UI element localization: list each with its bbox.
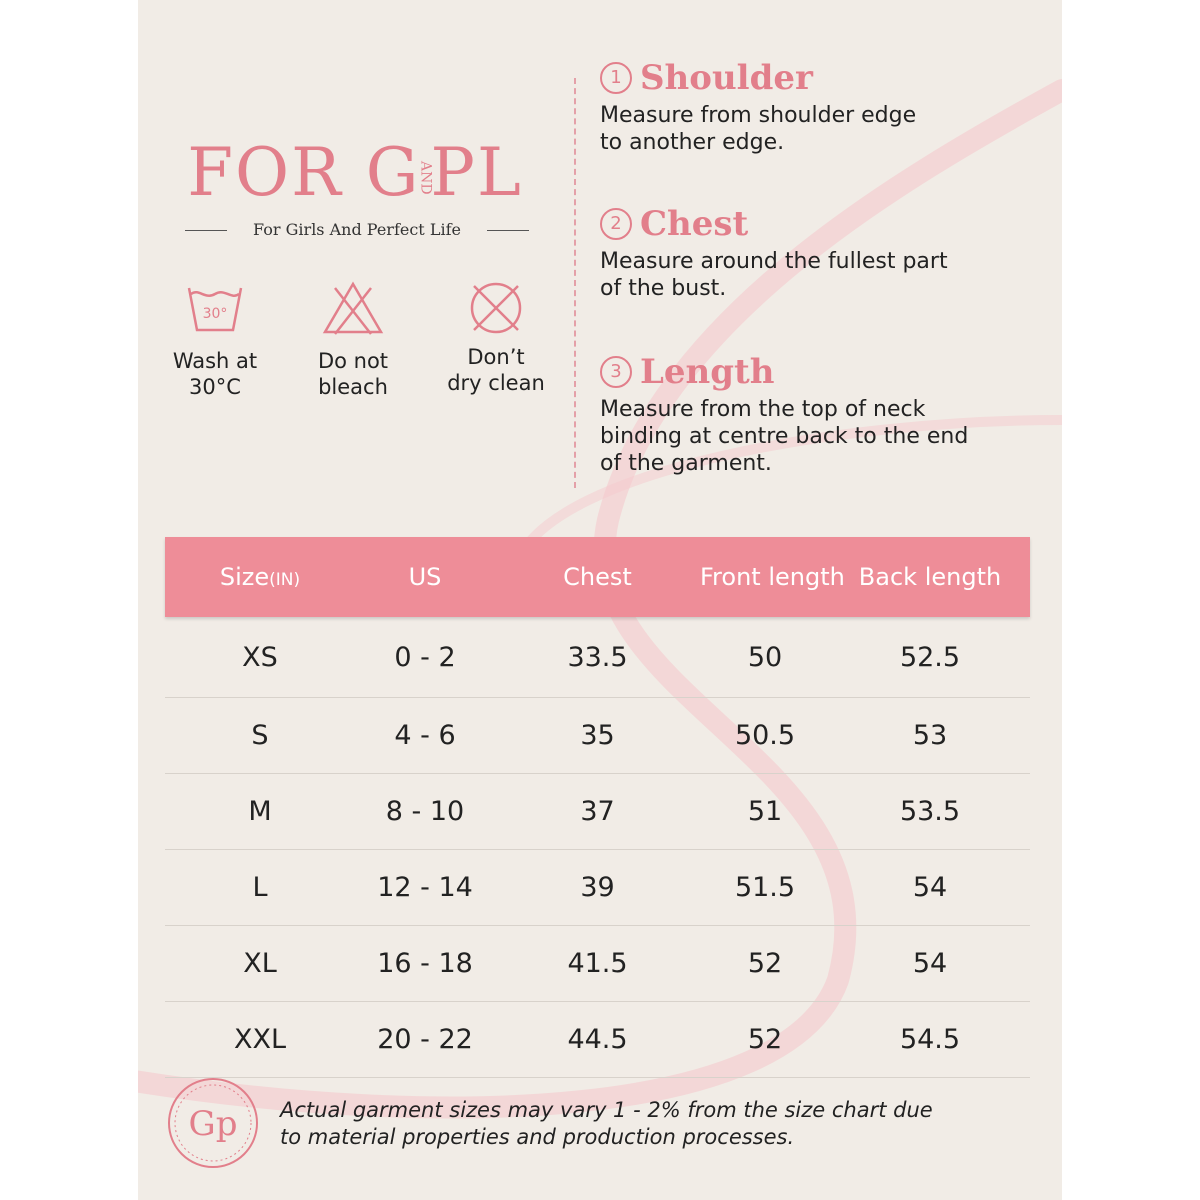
cell-us: 16 - 18 (377, 948, 473, 979)
cell-front-length: 52 (747, 948, 783, 979)
brand-name-and: AND (417, 161, 434, 195)
size-table (165, 537, 1030, 1078)
cell-size: XXL (233, 1024, 287, 1055)
cell-chest: 37 (580, 796, 615, 827)
cell-back-length: 53.5 (899, 796, 961, 827)
cell-size: XS (242, 641, 278, 673)
wash-30-icon (185, 280, 245, 336)
care-item-dry-clean (431, 280, 561, 396)
header-us: US (408, 563, 442, 591)
brand-seal-icon (165, 1075, 261, 1171)
care-item-wash (150, 280, 280, 400)
guide-length (600, 352, 1040, 477)
size-disclaimer: Actual garment sizes may vary 1 - 2% from the size chart due to material properties and production processes. (280, 1098, 933, 1149)
cell-size: L (252, 872, 268, 903)
brand-logo (175, 134, 535, 211)
brand-name-right: PL (430, 134, 523, 211)
table-row (165, 617, 1030, 698)
brand-name-left: FOR G (187, 134, 421, 211)
seal-monogram: Gp (188, 1104, 238, 1144)
table-row (165, 698, 1030, 774)
care-label-wash: Wash at 30°C (172, 349, 258, 399)
cell-size: XL (243, 948, 277, 979)
care-label-dry-clean: Don’t dry clean (447, 345, 545, 395)
cell-us: 12 - 14 (377, 872, 473, 903)
guide-title: Length (640, 352, 775, 392)
cell-front-length: 51.5 (734, 872, 796, 903)
cell-us: 0 - 2 (394, 641, 456, 673)
header-size (165, 563, 355, 591)
guide-description: Measure from the top of neck binding at centre back to the end of the garment. (600, 397, 969, 476)
guide-number-2-icon: 2 (600, 208, 632, 240)
guide-title: Chest (640, 204, 749, 244)
cell-us: 20 - 22 (377, 1024, 473, 1055)
care-item-bleach (288, 280, 418, 400)
cell-back-length: 54 (912, 948, 948, 979)
guide-description: Measure around the fullest part of the bust. (600, 249, 948, 301)
table-header (165, 537, 1030, 617)
no-dry-clean-icon (466, 280, 526, 336)
wash-temperature-badge: 30° (202, 306, 228, 322)
header-chest: Chest (563, 563, 632, 591)
guide-description: Measure from shoulder edge to another edge. (600, 103, 917, 155)
cell-front-length: 51 (747, 796, 783, 827)
brand-tagline-row (182, 218, 532, 242)
table-row (165, 850, 1030, 926)
section-divider (574, 78, 576, 488)
brand-tagline: For Girls And Perfect Life (253, 220, 461, 239)
cell-chest: 39 (580, 872, 615, 903)
care-label-bleach: Do not bleach (317, 349, 389, 399)
table-row (165, 926, 1030, 1002)
header-back-length: Back length (858, 563, 1002, 591)
cell-size: M (248, 796, 272, 827)
cell-us: 4 - 6 (394, 720, 456, 751)
cell-size: S (251, 720, 269, 751)
guide-title: Shoulder (640, 58, 813, 98)
tagline-rule-right (487, 230, 529, 231)
guide-number-1-icon: 1 (600, 62, 632, 94)
cell-chest: 44.5 (567, 1024, 628, 1055)
header-size-label: Size (219, 563, 270, 591)
cell-back-length: 53 (912, 720, 948, 751)
table-row (165, 1002, 1030, 1078)
cell-back-length: 54.5 (899, 1024, 961, 1055)
guide-chest (600, 204, 1040, 302)
guide-shoulder (600, 58, 1040, 156)
cell-us: 8 - 10 (385, 796, 465, 827)
header-front-length: Front length (700, 563, 845, 591)
cell-chest: 35 (580, 720, 615, 751)
cell-front-length: 50.5 (734, 720, 796, 751)
cell-front-length: 52 (747, 1024, 783, 1055)
header-size-unit: (IN) (269, 570, 301, 590)
cell-chest: 41.5 (567, 948, 628, 979)
cell-chest: 33.5 (567, 641, 628, 673)
cell-front-length: 50 (747, 641, 783, 673)
guide-number-3-icon: 3 (600, 356, 632, 388)
cell-back-length: 54 (912, 872, 948, 903)
table-row (165, 774, 1030, 850)
no-bleach-icon (321, 280, 385, 336)
cell-back-length: 52.5 (899, 641, 961, 673)
